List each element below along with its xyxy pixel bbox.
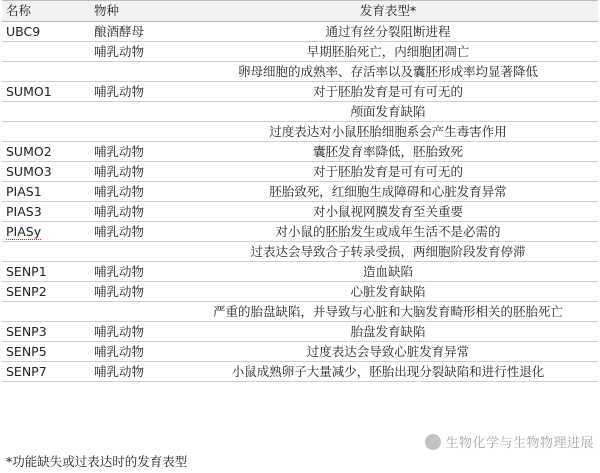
cell-species: 哺乳动物: [90, 202, 178, 222]
table-row: [2, 202, 598, 222]
cell-gene-name: [2, 302, 90, 322]
table-row: [2, 302, 598, 322]
cell-gene-name: [2, 322, 90, 342]
cell-phenotype: 卵母细胞的成熟率、存活率以及囊胚形成率均显著降低: [178, 62, 598, 82]
header-phenotype: 发育表型*: [178, 1, 598, 22]
table-row: [2, 62, 598, 82]
cell-gene-name: [2, 142, 90, 162]
table-row: [2, 222, 598, 242]
table-row: [2, 282, 598, 302]
cell-species: [90, 242, 178, 262]
cell-phenotype: 过度表达会导致心脏发育异常: [178, 342, 598, 362]
gene-name-text: SENP1: [6, 264, 47, 279]
gene-phenotype-table: [2, 0, 598, 382]
header-name: 名称: [2, 1, 90, 22]
watermark-text: 生物化学与生物物理进展: [445, 436, 594, 451]
cell-gene-name: [2, 222, 90, 242]
cell-gene-name: [2, 22, 90, 42]
gene-name-text: SUMO2: [6, 144, 52, 159]
cell-gene-name: [2, 42, 90, 62]
cell-phenotype: 颅面发育缺陷: [178, 102, 598, 122]
cell-species: 哺乳动物: [90, 282, 178, 302]
wechat-logo-icon: [425, 434, 441, 450]
table-row: [2, 342, 598, 362]
cell-phenotype: 早期胚胎死亡，内细胞团凋亡: [178, 42, 598, 62]
cell-species: 哺乳动物: [90, 262, 178, 282]
gene-name-text: SUMO3: [6, 164, 52, 179]
cell-species: 哺乳动物: [90, 362, 178, 382]
table-body: [2, 22, 598, 382]
cell-gene-name: [2, 82, 90, 102]
table-row: [2, 42, 598, 62]
gene-name-text: SENP7: [6, 364, 47, 379]
cell-species: [90, 102, 178, 122]
gene-name-text: SUMO1: [6, 84, 52, 99]
cell-phenotype: 胚胎致死，红细胞生成障碍和心脏发育异常: [178, 182, 598, 202]
cell-species: 哺乳动物: [90, 142, 178, 162]
gene-name-text: SENP5: [6, 344, 47, 359]
cell-gene-name: [2, 202, 90, 222]
cell-species: 哺乳动物: [90, 342, 178, 362]
cell-species: 酿酒酵母: [90, 22, 178, 42]
cell-phenotype: 胎盘发育缺陷: [178, 322, 598, 342]
table-row: [2, 142, 598, 162]
table-row: [2, 82, 598, 102]
cell-species: 哺乳动物: [90, 82, 178, 102]
cell-gene-name: [2, 182, 90, 202]
cell-gene-name: [2, 342, 90, 362]
cell-phenotype: 对小鼠视网膜发育至关重要: [178, 202, 598, 222]
cell-gene-name: [2, 362, 90, 382]
header-species: 物种: [90, 1, 178, 22]
cell-gene-name: [2, 262, 90, 282]
cell-gene-name: [2, 122, 90, 142]
watermark: [425, 432, 594, 451]
header-row: [2, 1, 598, 22]
cell-phenotype: 过表达会导致合子转录受损，两细胞阶段发育停滞: [178, 242, 598, 262]
cell-phenotype: 造血缺陷: [178, 262, 598, 282]
cell-species: 哺乳动物: [90, 222, 178, 242]
cell-phenotype: 心脏发育缺陷: [178, 282, 598, 302]
footnote: *功能缺失或过表达时的发育表型: [6, 454, 188, 469]
cell-species: 哺乳动物: [90, 322, 178, 342]
table-row: [2, 322, 598, 342]
gene-name-text: PIASy: [6, 224, 42, 239]
cell-gene-name: [2, 282, 90, 302]
cell-species: [90, 62, 178, 82]
cell-phenotype: 对于胚胎发育是可有可无的: [178, 162, 598, 182]
cell-phenotype: 通过有丝分裂阻断进程: [178, 22, 598, 42]
table-row: [2, 182, 598, 202]
cell-phenotype: 过度表达对小鼠胚胎细胞系会产生毒害作用: [178, 122, 598, 142]
table-row: [2, 262, 598, 282]
cell-gene-name: [2, 102, 90, 122]
cell-phenotype: 小鼠成熟卵子大量减少，胚胎出现分裂缺陷和进行性退化: [178, 362, 598, 382]
cell-gene-name: [2, 162, 90, 182]
cell-phenotype: 对小鼠的胚胎发生或成年生活不是必需的: [178, 222, 598, 242]
cell-species: [90, 302, 178, 322]
gene-name-text: SENP2: [6, 284, 47, 299]
cell-phenotype: 囊胚发育率降低，胚胎致死: [178, 142, 598, 162]
gene-name-text: UBC9: [6, 24, 41, 39]
cell-phenotype: 严重的胎盘缺陷，并导致与心脏和大脑发育畸形相关的胚胎死亡: [178, 302, 598, 322]
cell-gene-name: [2, 242, 90, 262]
gene-name-text: PIAS3: [6, 204, 42, 219]
cell-species: 哺乳动物: [90, 162, 178, 182]
table-row: [2, 362, 598, 382]
table-row: [2, 22, 598, 42]
cell-species: 哺乳动物: [90, 42, 178, 62]
table-row: [2, 102, 598, 122]
table-row: [2, 242, 598, 262]
table-row: [2, 162, 598, 182]
cell-gene-name: [2, 62, 90, 82]
gene-name-text: SENP3: [6, 324, 47, 339]
cell-species: [90, 122, 178, 142]
cell-phenotype: 对于胚胎发育是可有可无的: [178, 82, 598, 102]
gene-name-text: PIAS1: [6, 184, 42, 199]
cell-species: 哺乳动物: [90, 182, 178, 202]
table-row: [2, 122, 598, 142]
